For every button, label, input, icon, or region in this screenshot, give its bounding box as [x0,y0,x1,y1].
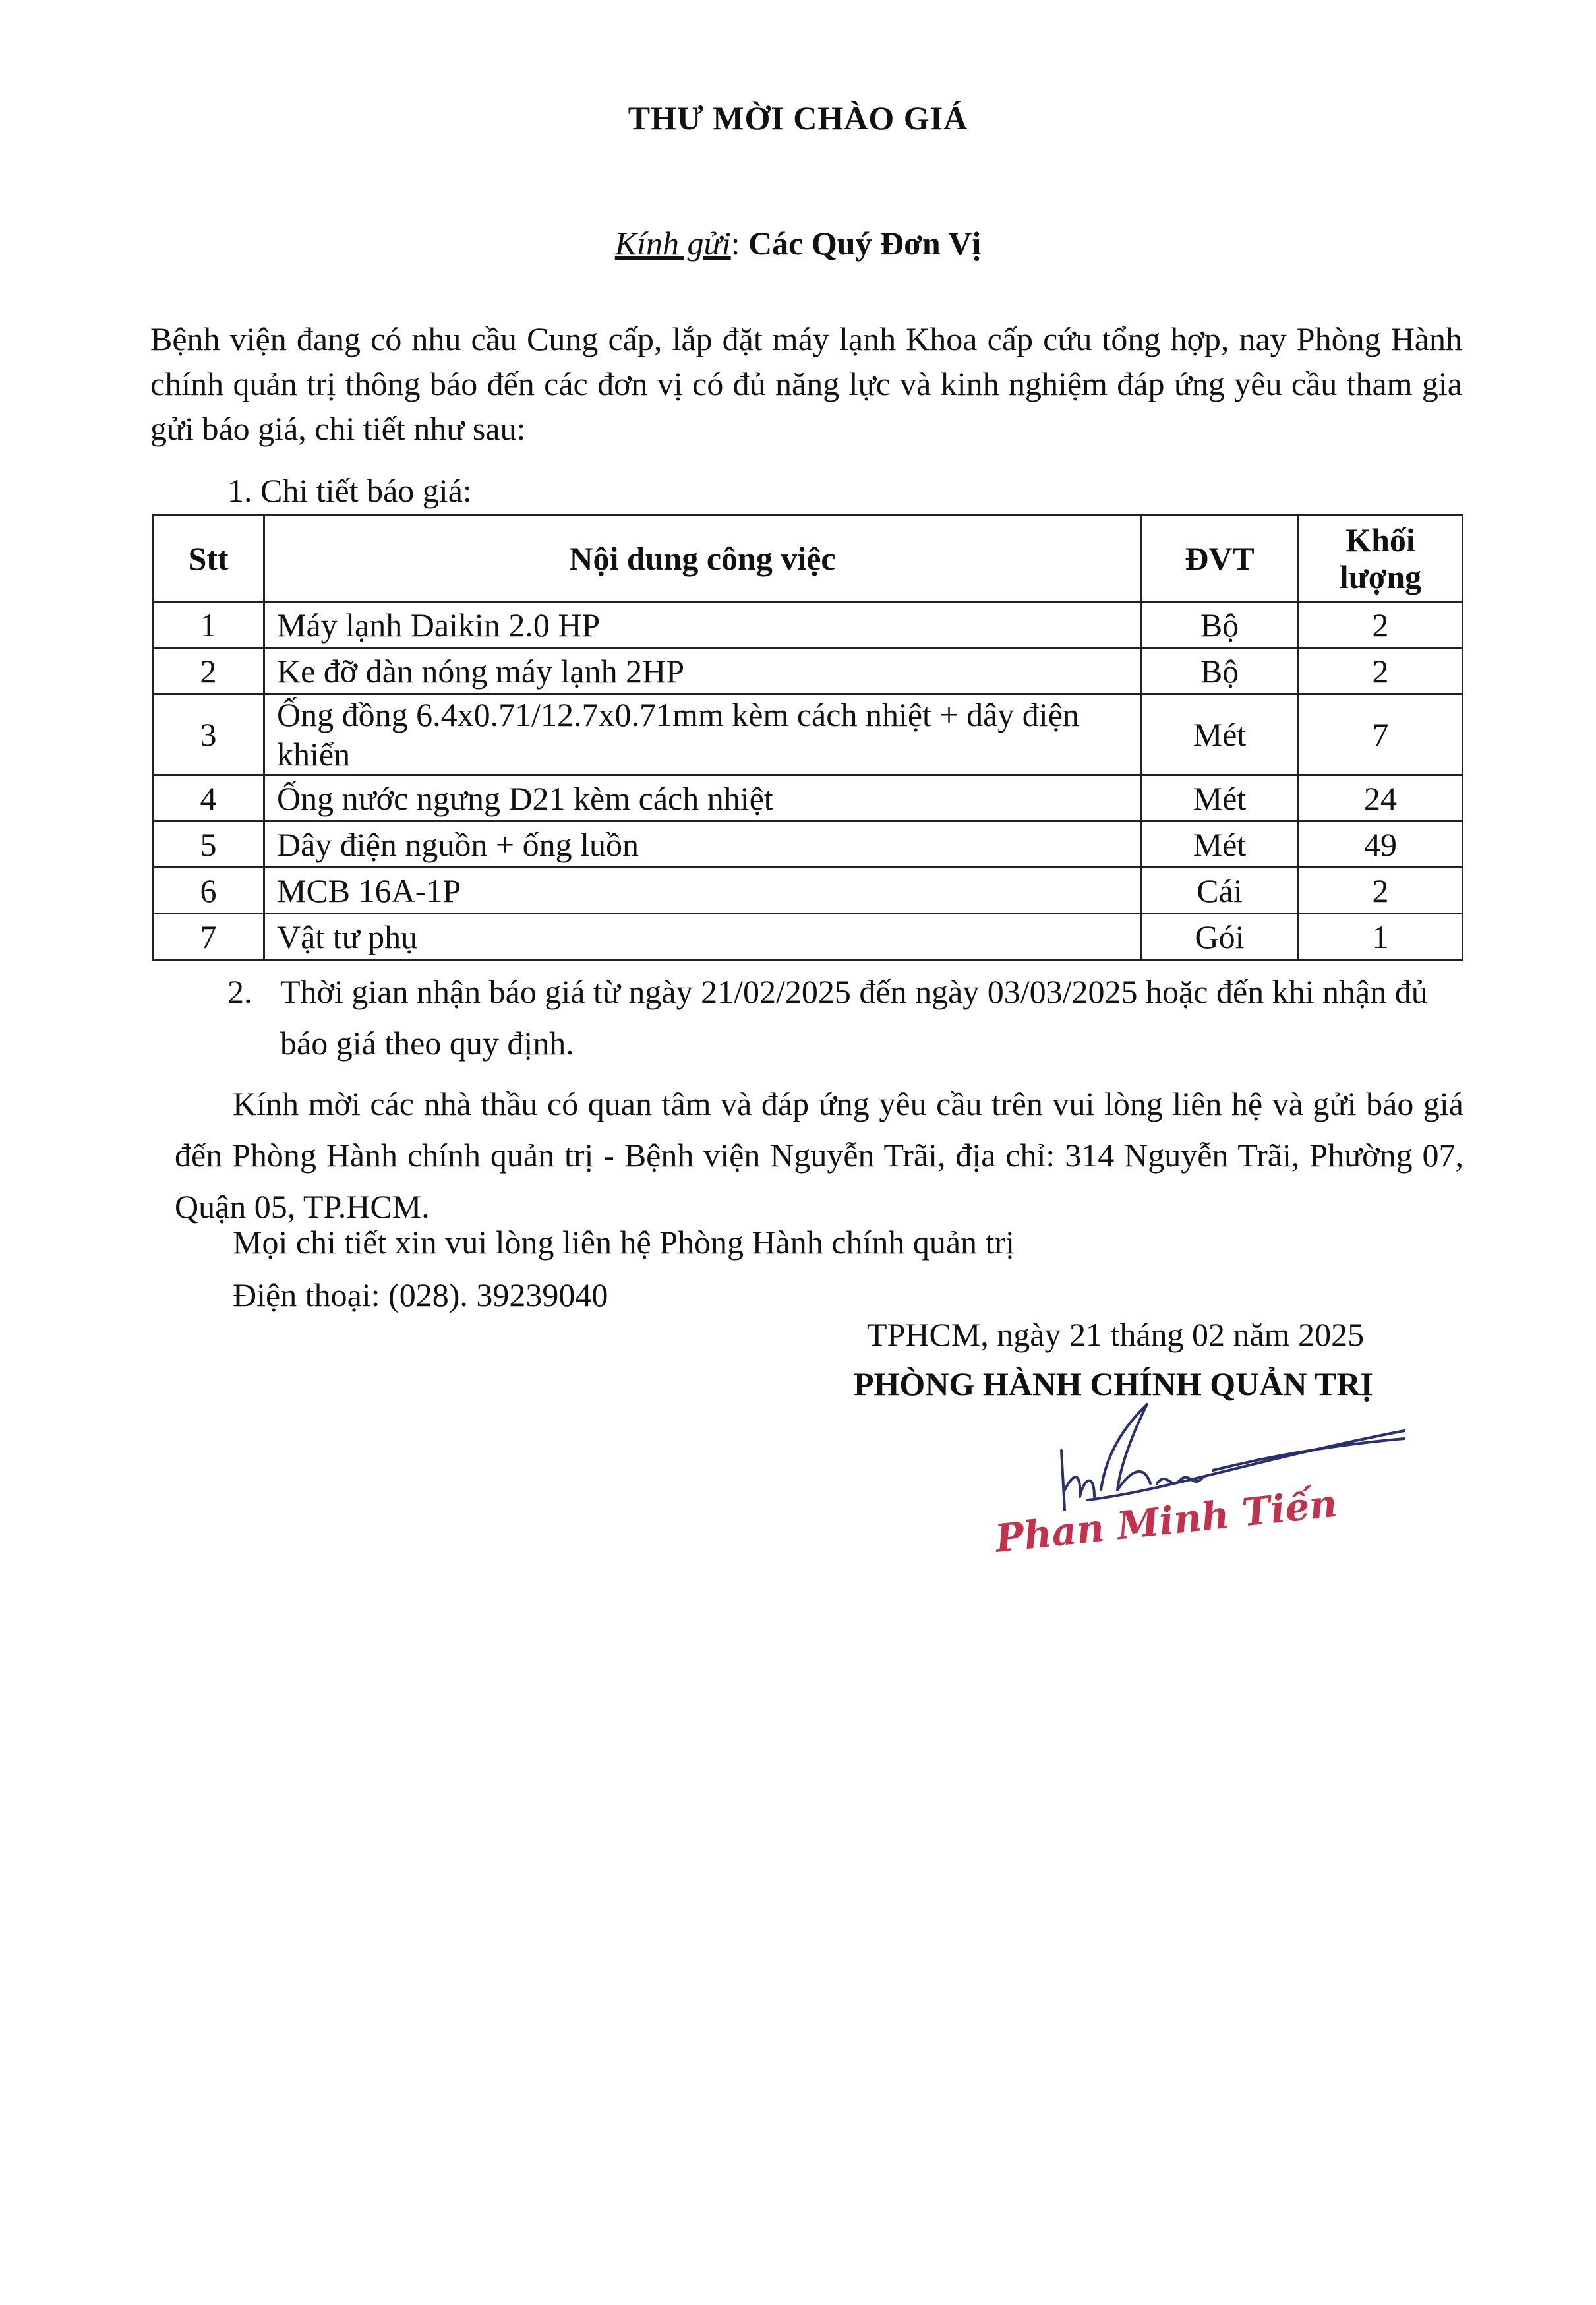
cell-content: MCB 16A-1P [264,868,1141,914]
cell-unit: Bộ [1141,648,1299,694]
invitation-paragraph: Kính mời các nhà thầu có quan tâm và đáp ứng yêu cầu trên vui lòng liên hệ và gửi báo giá đến Phòng Hành chính quản trị - Bệnh viện Nguyễn Trãi, địa chỉ: 314 Nguyễn Trãi, Phường 07, Quận 05, TP.HCM. [175,1085,1463,1225]
cell-content: Ke đỡ dàn nóng máy lạnh 2HP [264,648,1141,694]
date-line: TPHCM, ngày 21 tháng 02 năm 2025 [867,1316,1365,1353]
recipient-value: Các Quý Đơn Vị [748,225,982,262]
section-2-text: Thời gian nhận báo giá từ ngày 21/02/2025 đến ngày 03/03/2025 hoặc đến khi nhận đủ báo giá theo quy định. [280,973,1428,1062]
cell-content: Máy lạnh Daikin 2.0 HP [264,602,1141,648]
section-1-heading: 1. Chi tiết báo giá: [227,472,472,509]
cell-stt: 2 [153,648,264,694]
header-content: Nội dung công việc [264,516,1141,602]
cell-content: Vật tư phụ [264,914,1141,960]
cell-content: Dây điện nguồn + ống luồn [264,822,1141,868]
cell-unit: Mét [1141,775,1299,822]
cell-unit: Gói [1141,914,1299,960]
intro-paragraph: Bệnh viện đang có nhu cầu Cung cấp, lắp đặt máy lạnh Khoa cấp cứu tổng hợp, nay Phòng Hành chính quản trị thông báo đến các đơn vị có đủ năng lực và kinh nghiệm đáp ứng yêu cầu tham gia gửi báo giá, chi tiết như sau: [150,320,1462,447]
recipient-label: Kính gửi [614,225,731,262]
document-title: THƯ MỜI CHÀO GIÁ [628,100,968,136]
recipient-line [0,224,1596,262]
cell-unit: Cái [1141,868,1299,914]
table-row [153,694,1463,775]
table-row [153,648,1463,694]
cell-stt: 1 [153,602,264,648]
phone-line: Điện thoại: (028). 39239040 [233,1276,608,1313]
table-header-row [153,516,1463,602]
quote-table [152,514,1463,961]
cell-stt: 6 [153,868,264,914]
cell-stt: 7 [153,914,264,960]
cell-qty: 2 [1299,868,1463,914]
cell-qty: 49 [1299,822,1463,868]
section-2-number: 2. [227,973,252,1010]
contact-line: Mọi chi tiết xin vui lòng liên hệ Phòng Hành chính quản trị [233,1224,1015,1261]
cell-qty: 2 [1299,648,1463,694]
table-row [153,914,1463,960]
table-row [153,868,1463,914]
cell-qty: 2 [1299,602,1463,648]
cell-qty: 7 [1299,694,1463,775]
recipient-colon: : [730,225,749,262]
table-row [153,775,1463,822]
section-2 [227,966,1467,1069]
header-qty [1299,516,1463,602]
table-row [153,602,1463,648]
header-qty-line2: lượng [1339,558,1422,595]
department-name: PHÒNG HÀNH CHÍNH QUẢN TRỊ [854,1365,1374,1402]
cell-qty: 24 [1299,775,1463,822]
cell-unit: Bộ [1141,602,1299,648]
header-qty-line1: Khối [1345,522,1415,558]
cell-qty: 1 [1299,914,1463,960]
signer-name: Phan Minh Tiến [993,1480,1340,1561]
cell-unit: Mét [1141,694,1299,775]
cell-stt: 4 [153,775,264,822]
cell-unit: Mét [1141,822,1299,868]
cell-content: Ống nước ngưng D21 kèm cách nhiệt [264,775,1141,822]
cell-content: Ống đồng 6.4x0.71/12.7x0.71mm kèm cách nhiệt + dây điện khiển [264,694,1141,775]
cell-stt: 5 [153,822,264,868]
header-unit: ĐVT [1141,516,1299,602]
table-row [153,822,1463,868]
header-stt: Stt [153,516,264,602]
cell-stt: 3 [153,694,264,775]
